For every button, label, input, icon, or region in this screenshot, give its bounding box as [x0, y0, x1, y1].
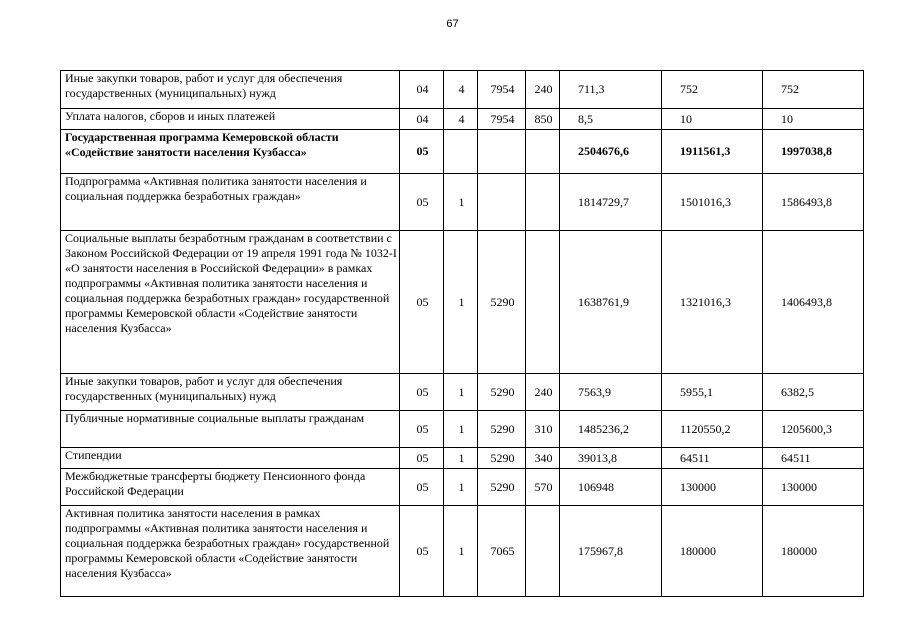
- cell-subsection: [444, 130, 478, 174]
- cell-subsection: 1: [444, 231, 478, 374]
- cell-amount-year-3: 1406493,8: [763, 231, 864, 374]
- cell-target-article: 7954: [478, 71, 526, 109]
- table-row: [61, 506, 864, 597]
- cell-expense-type: [526, 231, 560, 374]
- cell-amount-year-2: 5955,1: [662, 374, 763, 411]
- cell-target-article: [478, 174, 526, 231]
- cell-target-article: 5290: [478, 411, 526, 448]
- cell-amount-year-1: 175967,8: [560, 506, 662, 597]
- cell-amount-year-3: 10: [763, 109, 864, 130]
- cell-subsection: 1: [444, 174, 478, 231]
- cell-amount-year-2: 130000: [662, 469, 763, 506]
- table-row: [61, 71, 864, 109]
- cell-expense-type: 240: [526, 71, 560, 109]
- cell-subsection: 1: [444, 374, 478, 411]
- cell-amount-year-3: 752: [763, 71, 864, 109]
- cell-expense-type: 310: [526, 411, 560, 448]
- cell-section: 05: [400, 469, 444, 506]
- cell-expense-type: [526, 130, 560, 174]
- cell-target-article: [478, 130, 526, 174]
- cell-expense-type: [526, 506, 560, 597]
- cell-subsection: 4: [444, 71, 478, 109]
- cell-target-article: 5290: [478, 231, 526, 374]
- budget-table: [60, 70, 864, 597]
- cell-target-article: 5290: [478, 374, 526, 411]
- cell-amount-year-1: 1485236,2: [560, 411, 662, 448]
- cell-subsection: 1: [444, 411, 478, 448]
- budget-table-body: [61, 71, 864, 597]
- cell-amount-year-3: 1205600,3: [763, 411, 864, 448]
- cell-expense-type: [526, 174, 560, 231]
- cell-target-article: 7065: [478, 506, 526, 597]
- cell-section: 05: [400, 448, 444, 469]
- cell-amount-year-3: 130000: [763, 469, 864, 506]
- cell-amount-year-1: 39013,8: [560, 448, 662, 469]
- page-number: 67: [446, 18, 459, 30]
- cell-name: Подпрограмма «Активная политика занятости населения и социальная поддержка безработных граждан»: [61, 174, 400, 231]
- table-row: [61, 174, 864, 231]
- cell-expense-type: 240: [526, 374, 560, 411]
- cell-subsection: 1: [444, 448, 478, 469]
- cell-amount-year-3: 180000: [763, 506, 864, 597]
- cell-amount-year-2: 10: [662, 109, 763, 130]
- table-row: [61, 469, 864, 506]
- table-row: [61, 231, 864, 374]
- cell-name: Стипендии: [61, 448, 400, 469]
- cell-amount-year-2: 1321016,3: [662, 231, 763, 374]
- cell-section: 05: [400, 174, 444, 231]
- table-row: [61, 109, 864, 130]
- cell-target-article: 5290: [478, 469, 526, 506]
- cell-target-article: 5290: [478, 448, 526, 469]
- cell-name: Социальные выплаты безработным гражданам в соответствии с Законом Российской Федерации от 19 апреля 1991 года № 1032-I «О занятости населения в Российской Федерации» в рамках подпрограммы «Активная политика занятости населения и социальная поддержка безработных граждан» государственной программы Кемеровской области «Содействие занятости населения Кузбасса»: [61, 231, 400, 374]
- cell-amount-year-2: 1501016,3: [662, 174, 763, 231]
- cell-amount-year-1: 8,5: [560, 109, 662, 130]
- cell-subsection: 4: [444, 109, 478, 130]
- cell-expense-type: 340: [526, 448, 560, 469]
- cell-subsection: 1: [444, 506, 478, 597]
- cell-name: Активная политика занятости населения в рамках подпрограммы «Активная политика занятости населения и социальная поддержка безработных граждан» государственной программы Кемеровской области «Содействие занятости населения Кузбасса»: [61, 506, 400, 597]
- cell-amount-year-1: 1638761,9: [560, 231, 662, 374]
- cell-amount-year-2: 752: [662, 71, 763, 109]
- cell-amount-year-1: 711,3: [560, 71, 662, 109]
- cell-amount-year-3: 6382,5: [763, 374, 864, 411]
- table-row: [61, 130, 864, 174]
- cell-target-article: 7954: [478, 109, 526, 130]
- cell-name: Межбюджетные трансферты бюджету Пенсионного фонда Российской Федерации: [61, 469, 400, 506]
- cell-section: 05: [400, 411, 444, 448]
- cell-name: Иные закупки товаров, работ и услуг для обеспечения государственных (муниципальных) нужд: [61, 71, 400, 109]
- cell-section: 04: [400, 109, 444, 130]
- cell-amount-year-1: 1814729,7: [560, 174, 662, 231]
- cell-amount-year-3: 64511: [763, 448, 864, 469]
- cell-amount-year-3: 1997038,8: [763, 130, 864, 174]
- cell-amount-year-3: 1586493,8: [763, 174, 864, 231]
- table-row: [61, 411, 864, 448]
- cell-name: Публичные нормативные социальные выплаты гражданам: [61, 411, 400, 448]
- cell-expense-type: 850: [526, 109, 560, 130]
- cell-subsection: 1: [444, 469, 478, 506]
- cell-amount-year-2: 64511: [662, 448, 763, 469]
- cell-section: 05: [400, 231, 444, 374]
- cell-name: Иные закупки товаров, работ и услуг для обеспечения государственных (муниципальных) нужд: [61, 374, 400, 411]
- cell-amount-year-2: 180000: [662, 506, 763, 597]
- table-row: [61, 374, 864, 411]
- table-row: [61, 448, 864, 469]
- cell-name: Уплата налогов, сборов и иных платежей: [61, 109, 400, 130]
- cell-section: 05: [400, 130, 444, 174]
- cell-section: 05: [400, 374, 444, 411]
- cell-amount-year-1: 7563,9: [560, 374, 662, 411]
- cell-name: Государственная программа Кемеровской области «Содействие занятости населения Кузбасса»: [61, 130, 400, 174]
- cell-section: 05: [400, 506, 444, 597]
- cell-amount-year-2: 1911561,3: [662, 130, 763, 174]
- cell-amount-year-1: 2504676,6: [560, 130, 662, 174]
- cell-section: 04: [400, 71, 444, 109]
- cell-amount-year-1: 106948: [560, 469, 662, 506]
- cell-amount-year-2: 1120550,2: [662, 411, 763, 448]
- cell-expense-type: 570: [526, 469, 560, 506]
